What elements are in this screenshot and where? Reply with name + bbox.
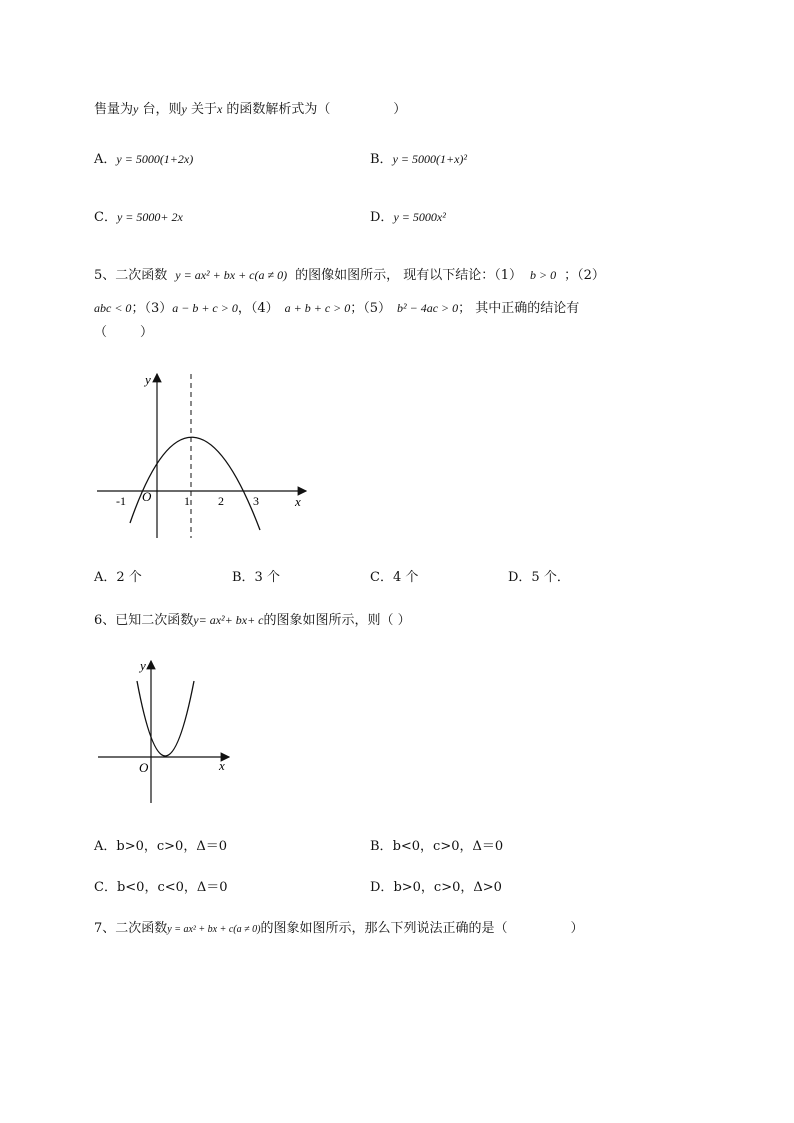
q4-text: 关于 — [186, 102, 217, 117]
option-expression: y = 5000x² — [393, 210, 446, 224]
q5-text: ；（3） — [131, 301, 173, 316]
q6-text: 的图象如图所示，则（ ） — [263, 613, 411, 628]
q7-text: 二次函数 — [115, 921, 168, 936]
tick-label: 1 — [184, 494, 190, 508]
q5-option-b[interactable]: B．3 个 — [232, 570, 280, 585]
q4-question-line — [94, 101, 406, 118]
q5-conclusion-1: b > 0 — [529, 268, 557, 282]
q5-option-a[interactable]: A．2 个 — [94, 570, 142, 585]
q5-conclusion-5: b² − 4ac > 0 — [397, 301, 459, 315]
option-text: b<0，c<0，Δ＝0 — [116, 880, 228, 895]
option-label: C． — [94, 880, 117, 895]
x-axis-label: x — [219, 758, 225, 773]
q7-function: y = ax² + bx + c(a ≠ 0) — [167, 924, 261, 935]
q6-parabola-graph — [95, 656, 245, 806]
option-expression: y = 5000(1+x)² — [392, 152, 467, 166]
option-label: B． — [370, 152, 393, 167]
q6-option-a[interactable] — [94, 839, 227, 855]
q5-option-d[interactable]: D．5 个． — [508, 570, 570, 585]
option-label: D． — [370, 210, 394, 225]
tick-label: 3 — [253, 494, 259, 508]
q4-option-b[interactable] — [370, 151, 467, 168]
question-number: 5、 — [94, 268, 116, 283]
q5-text: ，（4） — [237, 301, 279, 316]
q5-conclusion-3: a − b + c > 0 — [172, 301, 238, 315]
q4-option-c[interactable] — [94, 209, 183, 226]
q5-function: y = ax² + bx + c(a ≠ 0) — [175, 268, 288, 282]
q5-stem-line1 — [94, 267, 605, 284]
q7-text: ） — [570, 921, 584, 936]
q5-parabola-graph — [92, 368, 322, 543]
q7-text: 的图象如图所示，那么下列说法正确的是（ — [260, 921, 508, 936]
q5-text: 二次函数 — [115, 268, 168, 283]
x-axis-label: x — [295, 494, 301, 509]
option-text: b<0，c>0，Δ＝0 — [392, 839, 504, 854]
q6-function: y= ax²+ bx+ c — [193, 613, 264, 627]
origin-label: O — [142, 489, 152, 504]
q6-stem — [94, 612, 411, 629]
q6-option-d[interactable] — [370, 880, 502, 896]
q5-text: ；（5） — [350, 301, 392, 316]
q4-text: 售量为 — [94, 102, 134, 117]
answer-blank — [330, 102, 355, 117]
y-axis-label: y — [145, 372, 151, 387]
tick-label: 2 — [218, 494, 224, 508]
origin-label: O — [139, 760, 149, 775]
q4-text: ） — [393, 102, 407, 117]
option-label: D． — [370, 880, 394, 895]
parabola-curve — [137, 681, 194, 756]
q4-option-d[interactable] — [370, 209, 446, 226]
q5-conclusion-4: a + b + c > 0 — [284, 301, 351, 315]
q5-text: ； 其中正确的结论有 — [458, 301, 580, 316]
tick-label: -1 — [116, 494, 126, 508]
q4-var-x: x — [216, 102, 223, 116]
answer-blank — [507, 921, 540, 936]
q4-text: 的函数解析式为（ — [222, 102, 331, 117]
question-number: 7、 — [94, 921, 116, 936]
option-label: C． — [94, 210, 117, 225]
q4-var-y: y — [133, 102, 139, 116]
q4-var-y: y — [181, 102, 187, 116]
q5-answer-paren: （ ） — [94, 325, 154, 340]
q5-option-c[interactable]: C．4 个 — [370, 570, 419, 585]
q6-option-b[interactable] — [370, 839, 503, 855]
q5-text: 的图像如图所示， 现有以下结论：（1） — [295, 268, 522, 283]
q5-conclusion-2: abc < 0 — [94, 301, 132, 315]
option-label: A． — [94, 152, 117, 167]
option-expression: y = 5000+ 2x — [116, 210, 183, 224]
q5-stem-line2 — [94, 300, 579, 317]
q4-option-a[interactable] — [94, 151, 193, 168]
q6-text: 已知二次函数 — [115, 613, 194, 628]
parabola-curve — [130, 437, 260, 530]
q5-text: ；（2） — [564, 268, 605, 283]
question-number: 6、 — [94, 613, 116, 628]
option-text: b>0，c>0，Δ>0 — [393, 880, 502, 895]
y-axis-label: y — [140, 658, 146, 673]
option-expression: y = 5000(1+2x) — [116, 152, 194, 166]
option-label: A． — [94, 839, 117, 854]
q6-option-c[interactable] — [94, 880, 228, 896]
option-text: b>0，c>0，Δ＝0 — [116, 839, 227, 854]
q4-text: 台，则 — [138, 102, 182, 117]
option-label: B． — [370, 839, 393, 854]
q7-stem — [94, 921, 584, 938]
